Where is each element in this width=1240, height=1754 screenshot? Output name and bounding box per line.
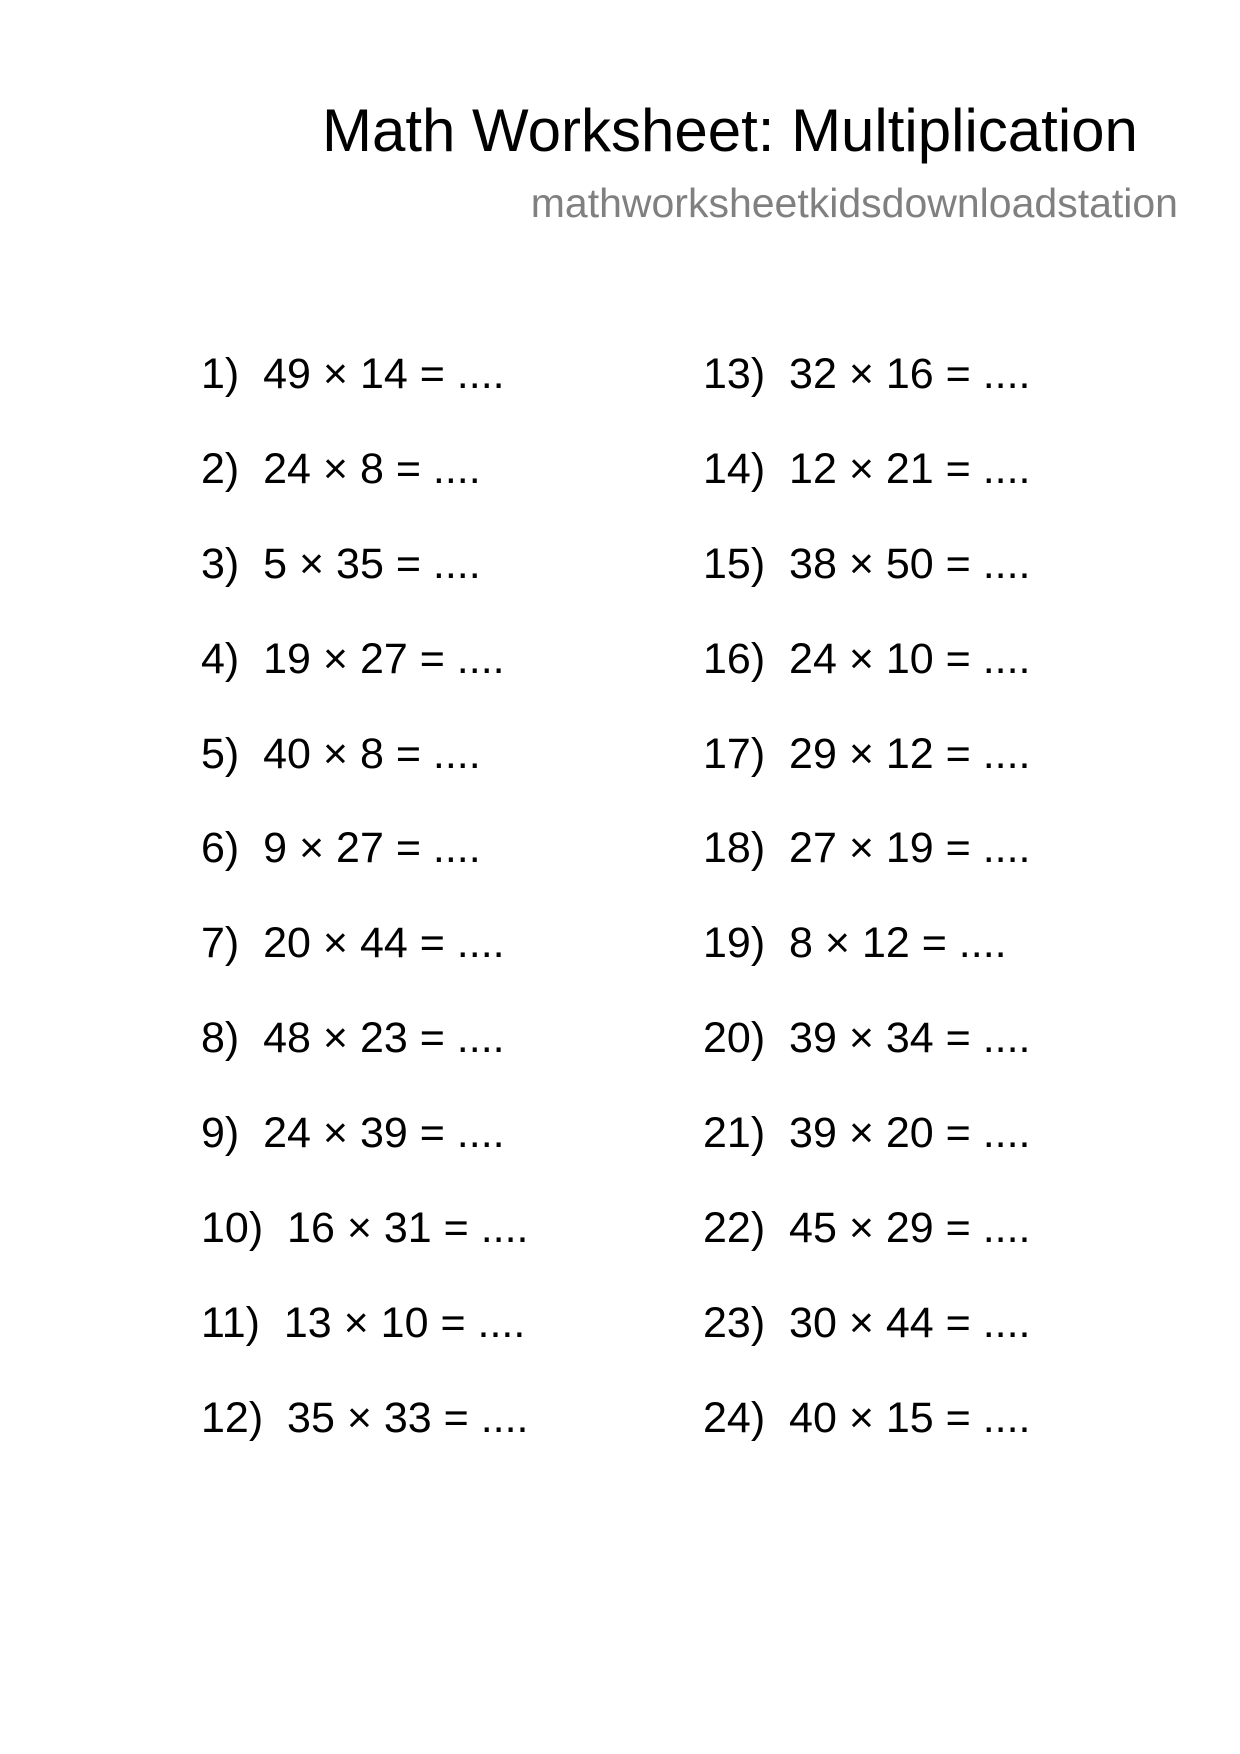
problem-item: 16) 24 × 10 = .... (703, 634, 1031, 683)
problem-item: 3) 5 × 35 = .... (201, 539, 481, 588)
worksheet-source-label: mathworksheetkidsdownloadstation (530, 180, 1178, 226)
problem-item: 11) 13 × 10 = .... (201, 1298, 526, 1347)
problem-item: 14) 12 × 21 = .... (703, 444, 1031, 493)
problem-item: 7) 20 × 44 = .... (201, 919, 505, 968)
problem-item: 2) 24 × 8 = .... (201, 444, 481, 493)
problem-item: 4) 19 × 27 = .... (201, 634, 505, 683)
problem-item: 23) 30 × 44 = .... (703, 1298, 1031, 1347)
problem-item: 20) 39 × 34 = .... (703, 1014, 1031, 1063)
problem-item: 21) 39 × 20 = .... (703, 1109, 1031, 1158)
problem-item: 22) 45 × 29 = .... (703, 1204, 1031, 1253)
problem-item: 15) 38 × 50 = .... (703, 539, 1031, 588)
problem-item: 8) 48 × 23 = .... (201, 1014, 505, 1063)
problem-item: 13) 32 × 16 = .... (703, 350, 1031, 398)
worksheet-title: Math Worksheet: Multiplication (322, 97, 1138, 164)
problem-item: 19) 8 × 12 = .... (703, 919, 1007, 968)
problem-item: 10) 16 × 31 = .... (201, 1204, 529, 1253)
problem-item: 9) 24 × 39 = .... (201, 1109, 505, 1158)
problem-item: 18) 27 × 19 = .... (703, 824, 1031, 873)
problem-item: 5) 40 × 8 = .... (201, 729, 481, 778)
problem-item: 17) 29 × 12 = .... (703, 729, 1031, 778)
problems-column-left (201, 349, 529, 1488)
problem-item: 12) 35 × 33 = .... (201, 1393, 529, 1442)
problem-item: 24) 40 × 15 = .... (703, 1393, 1031, 1442)
problem-item: 1) 49 × 14 = .... (201, 350, 505, 398)
problems-column-right (703, 349, 1031, 1488)
problem-item: 6) 9 × 27 = .... (201, 824, 481, 873)
